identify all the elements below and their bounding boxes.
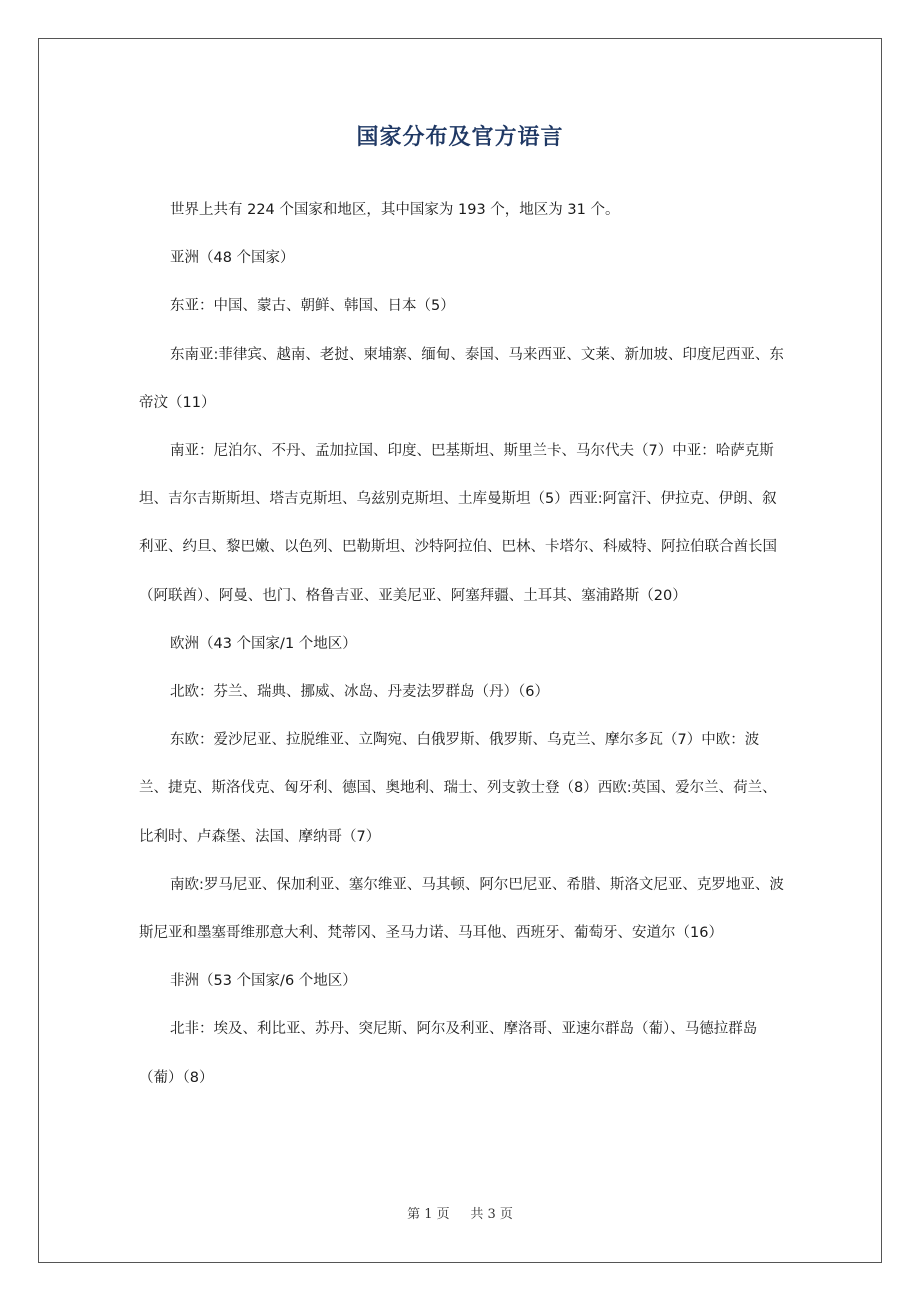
document-body <box>139 186 784 1102</box>
paragraph-east-central-west-europe: 东欧：爱沙尼亚、拉脱维亚、立陶宛、白俄罗斯、俄罗斯、乌克兰、摩尔多瓦（7）中欧：波兰、捷克、斯洛伐克、匈牙利、德国、奥地利、瑞士、列支敦士登（8）西欧:英国、爱尔兰、荷兰、比利时、卢森堡、法国、摩纳哥（7） <box>139 732 777 845</box>
footer-page-suffix: 页 <box>436 1207 450 1222</box>
paragraph-africa-heading: 非洲（53 个国家/6 个地区） <box>170 973 357 990</box>
footer-total-suffix: 页 <box>499 1207 513 1222</box>
paragraph-south-europe: 南欧:罗马尼亚、保加利亚、塞尔维亚、马其顿、阿尔巴尼亚、希腊、斯洛文尼亚、克罗地亚、波斯尼亚和墨塞哥维那意大利、梵蒂冈、圣马力诺、马耳他、西班牙、葡萄牙、安道尔（16） <box>139 876 784 942</box>
paragraph-southeast-asia: 东南亚:菲律宾、越南、老挝、柬埔寨、缅甸、泰国、马来西亚、文莱、新加坡、印度尼西亚、东帝汶（11） <box>139 346 784 411</box>
paragraph-north-africa: 北非：埃及、利比亚、苏丹、突尼斯、阿尔及利亚、摩洛哥、亚速尔群岛（葡）、马德拉群岛（葡）（8） <box>139 1021 758 1086</box>
paragraph-intro: 世界上共有 224 个国家和地区，其中国家为 193 个，地区为 31 个。 <box>170 202 620 218</box>
page-footer <box>0 1205 920 1225</box>
footer-page-prefix: 第 <box>407 1207 421 1222</box>
footer-total-pages: 3 <box>487 1207 496 1222</box>
paragraph-south-central-west-asia: 南亚：尼泊尔、不丹、孟加拉国、印度、巴基斯坦、斯里兰卡、马尔代夫（7）中亚：哈萨克斯坦、吉尔吉斯斯坦、塔吉克斯坦、乌兹别克斯坦、土库曼斯坦（5）西亚:阿富汗、伊拉克、伊朗、叙利亚、约旦、黎巴嫩、以色列、巴勒斯坦、沙特阿拉伯、巴林、卡塔尔、科威特、阿拉伯联合酋长国（阿联酋）、阿曼、也门、格鲁吉亚、亚美尼亚、阿塞拜疆、土耳其、塞浦路斯（20） <box>139 443 777 604</box>
footer-total-prefix: 共 <box>470 1207 484 1222</box>
paragraph-east-asia: 东亚：中国、蒙古、朝鲜、韩国、日本（5） <box>170 298 455 315</box>
document-title: 国家分布及官方语言 <box>356 125 564 150</box>
paragraph-asia-heading: 亚洲（48 个国家） <box>170 250 295 267</box>
paragraph-europe-heading: 欧洲（43 个国家/1 个地区） <box>170 635 357 652</box>
footer-current-page: 1 <box>424 1207 433 1222</box>
paragraph-north-europe: 北欧：芬兰、瑞典、挪威、冰岛、丹麦法罗群岛（丹）（6） <box>170 684 549 701</box>
